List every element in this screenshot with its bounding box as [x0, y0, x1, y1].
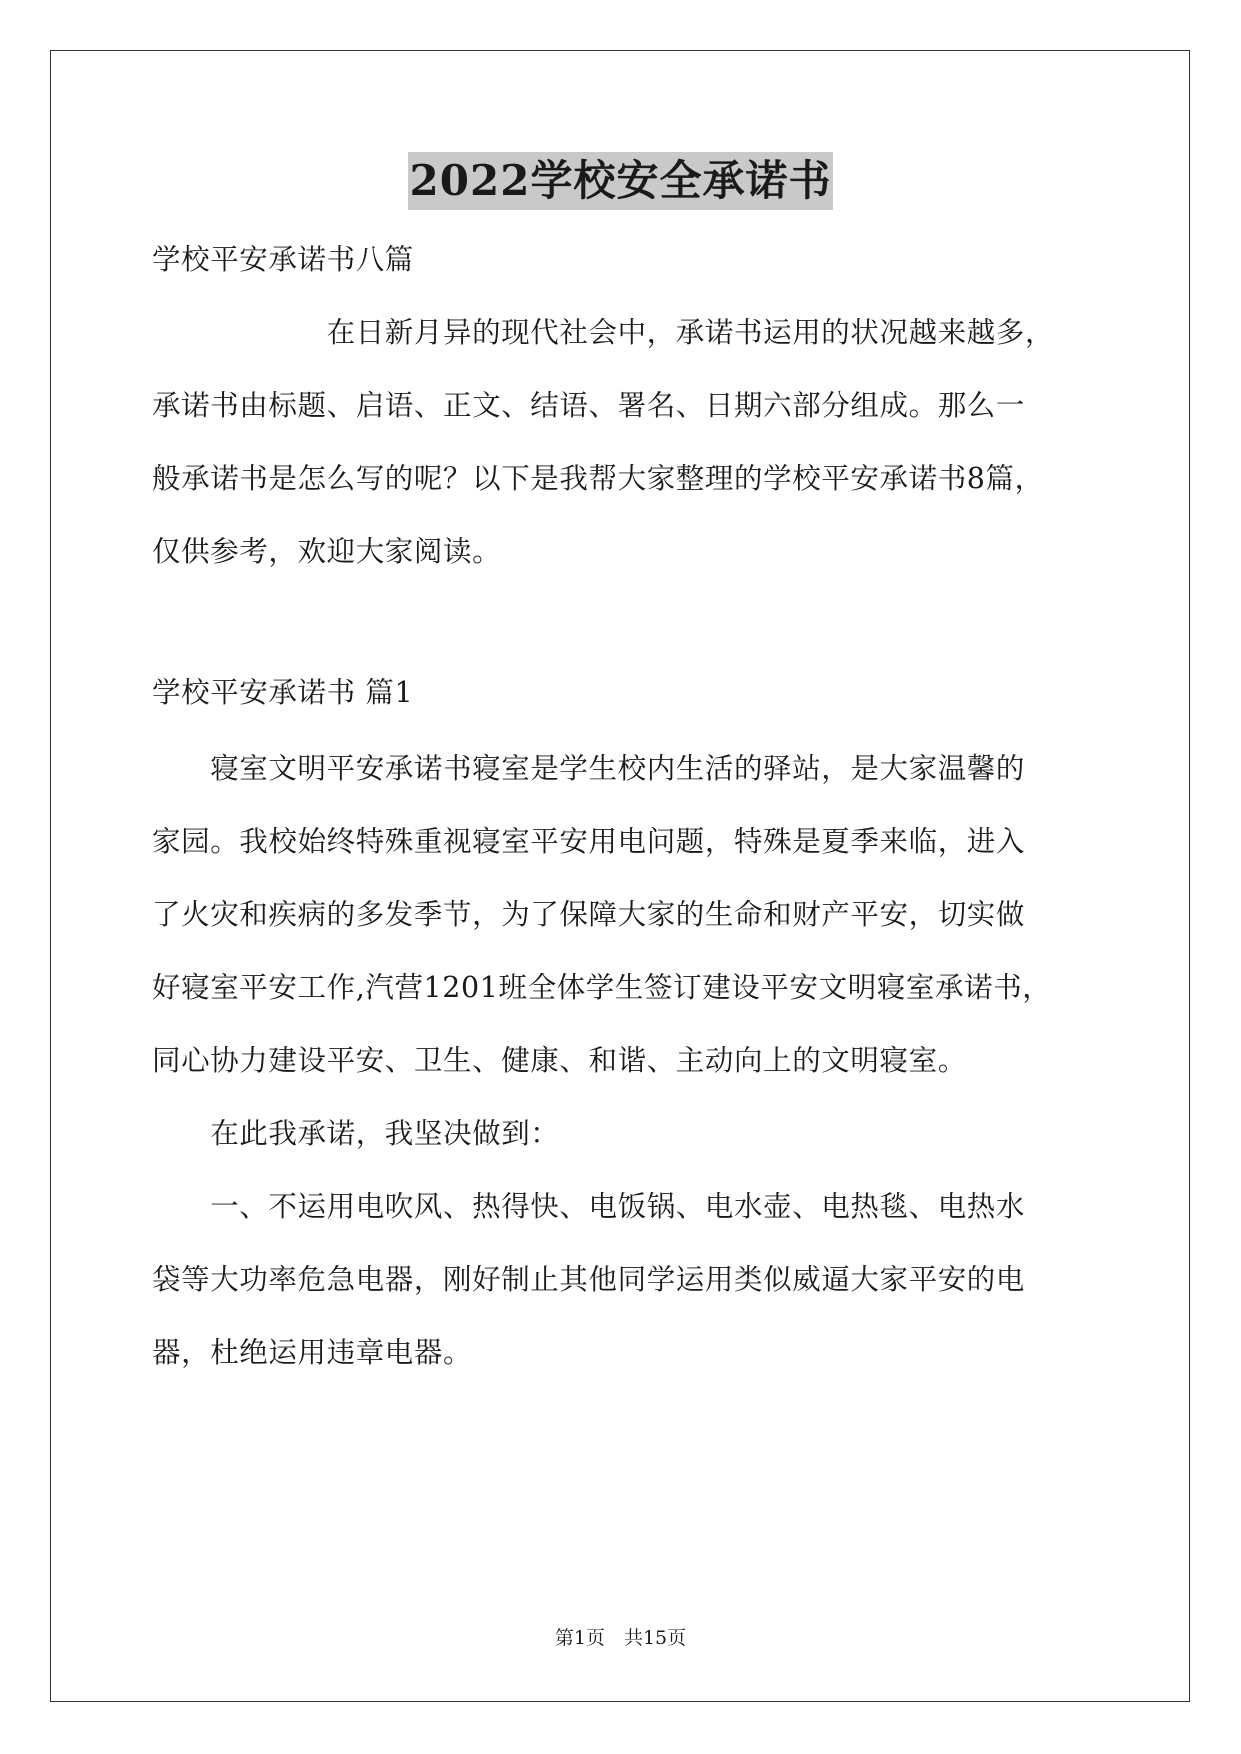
section1-para1-line-3: 了火灾和疾病的多发季节，为了保障大家的生命和财产平安，切实做: [152, 898, 1026, 931]
document-title: 2022学校安全承诺书: [408, 152, 834, 210]
section1-para1-line-2: 家园。我校始终特殊重视寝室平安用电问题，特殊是夏季来临，进入: [152, 825, 1026, 858]
intro-line-4: 仅供参考，欢迎大家阅读。: [152, 535, 502, 568]
section1-para1-line-5: 同心协力建设平安、卫生、健康、和谐、主动向上的文明寝室。: [152, 1044, 967, 1077]
intro-line-3: 般承诺书是怎么写的呢？以下是我帮大家整理的学校平安承诺书8篇，: [152, 462, 1044, 495]
section1-para3-line-2: 袋等大功率危急电器，刚好制止其他同学运用类似威逼大家平安的电: [152, 1263, 1026, 1296]
document-subtitle: 学校平安承诺书八篇: [152, 243, 414, 276]
section1-para1-line-1: 寝室文明平安承诺书寝室是学生校内生活的驿站，是大家温馨的: [152, 752, 1026, 785]
section1-para3-line-3: 器，杜绝运用违章电器。: [152, 1336, 473, 1369]
section1-para1-line-4: 好寝室平安工作,汽营1201班全体学生签订建设平安文明寝室承诺书，: [152, 971, 1052, 1004]
section1-para3-line-1: 一、不运用电吹风、热得快、电饭锅、电水壶、电热毯、电热水: [152, 1190, 1026, 1223]
page-border: [50, 50, 1190, 1702]
title-wrap: [0, 152, 1241, 210]
section1-heading: 学校平安承诺书 篇1: [152, 676, 414, 709]
intro-line-2: 承诺书由标题、启语、正文、结语、署名、日期六部分组成。那么一: [152, 389, 1026, 422]
intro-line-1: 在日新月异的现代社会中，承诺书运用的状况越来越多，: [152, 316, 1055, 349]
section1-para2: 在此我承诺，我坚决做到：: [152, 1117, 560, 1150]
page-footer: 第1页 共15页: [554, 1627, 687, 1649]
